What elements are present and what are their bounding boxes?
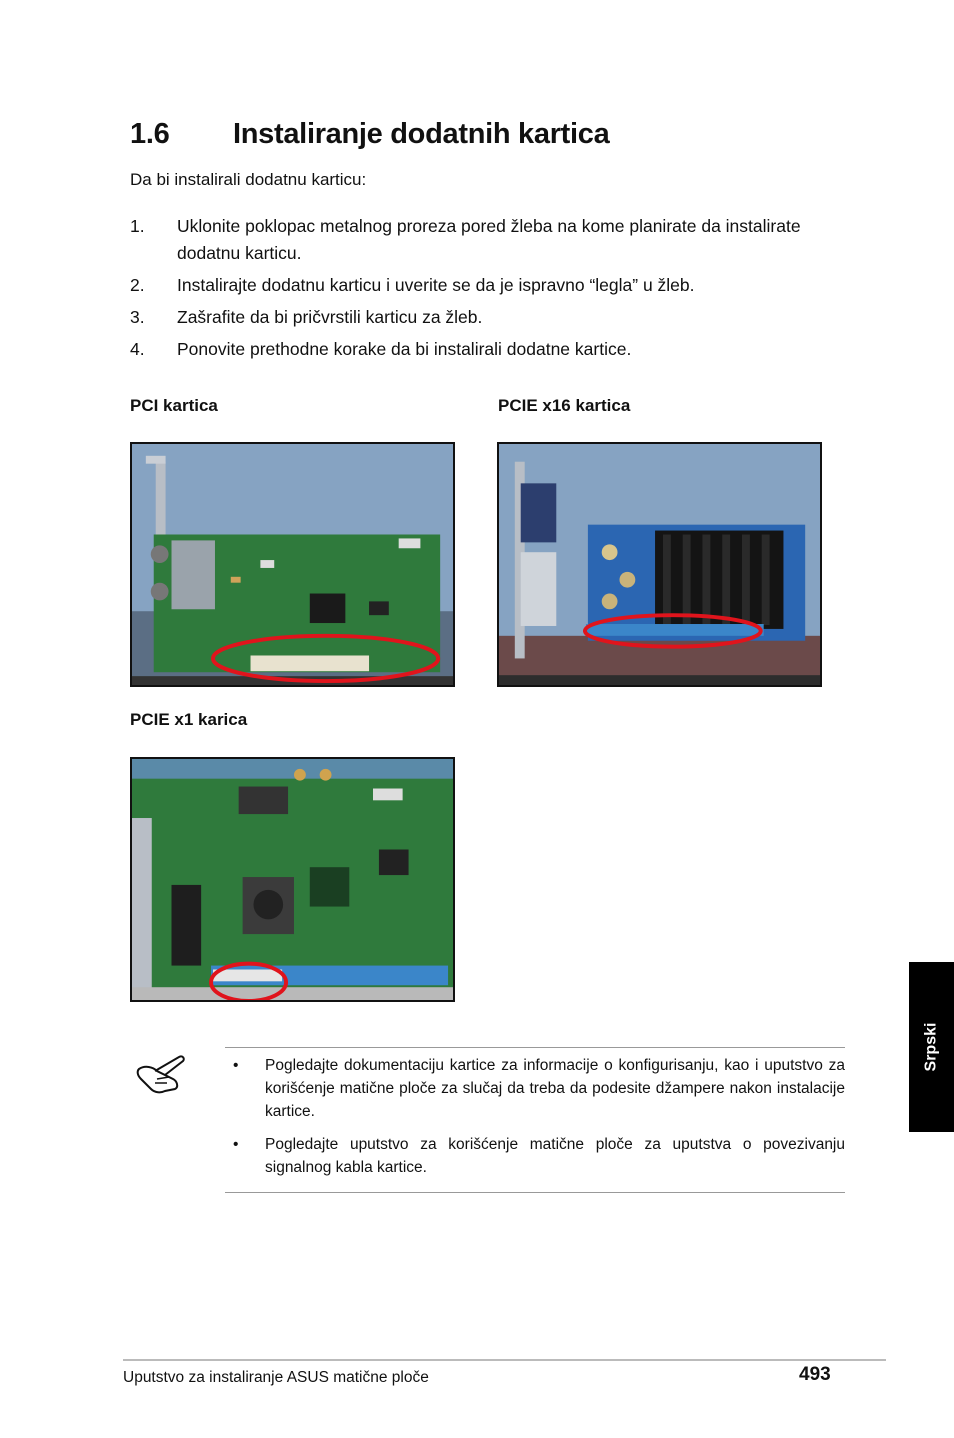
section-title: Instaliranje dodatnih kartica	[233, 118, 610, 150]
note-bullet: •	[233, 1057, 239, 1074]
section-heading	[130, 118, 609, 151]
step-item	[130, 336, 820, 363]
footer-rule	[123, 1359, 886, 1361]
pcie1-card-photo	[130, 757, 455, 1002]
pci-card-photo	[130, 442, 455, 687]
step-text: Instalirajte dodatnu karticu i uverite se da je ispravno “legla” u žleb.	[177, 275, 695, 295]
note-list	[225, 1054, 845, 1189]
section-number: 1.6	[130, 118, 170, 150]
language-side-tab	[909, 962, 954, 1132]
step-text: Uklonite poklopac metalnog proreza pored žleba na kome planirate da instalirate dodatnu karticu.	[177, 216, 801, 263]
note-hand-icon	[135, 1049, 187, 1095]
step-number: 3.	[130, 307, 145, 327]
note-item	[225, 1133, 845, 1179]
pci-caption: PCI kartica	[130, 396, 218, 415]
step-item	[130, 213, 820, 267]
step-item	[130, 272, 820, 299]
steps-list	[130, 213, 820, 368]
note-bottom-rule	[225, 1192, 845, 1193]
intro-text: Da bi instalirali dodatnu karticu:	[130, 170, 367, 189]
note-item	[225, 1054, 845, 1123]
step-number: 4.	[130, 339, 145, 359]
language-label: Srpski	[922, 1022, 940, 1072]
pcie16-caption: PCIE x16 kartica	[498, 396, 631, 415]
note-text: Pogledajte uputstvo za korišćenje matične ploče za uputstva o povezivanju signalnog kabla kartice.	[265, 1136, 845, 1176]
footer-text: Uputstvo za instaliranje ASUS matične ploče	[123, 1369, 429, 1386]
step-text: Zašrafite da bi pričvrstili karticu za žleb.	[177, 307, 483, 327]
step-text: Ponovite prethodne korake da bi instalirali dodatne kartice.	[177, 339, 632, 359]
step-item	[130, 304, 820, 331]
pcie1-caption: PCIE x1 karica	[130, 710, 248, 729]
pcie16-card-photo	[497, 442, 822, 687]
note-top-rule	[225, 1047, 845, 1048]
step-number: 1.	[130, 216, 145, 236]
page-number: 493	[799, 1364, 831, 1385]
note-text: Pogledajte dokumentaciju kartice za informacije o konfigurisanju, kao i uputstvo za korišćenje matične ploče za slučaj da treba da podesite džampere nakon instalacije kartice.	[265, 1057, 845, 1120]
note-bullet: •	[233, 1136, 239, 1153]
step-number: 2.	[130, 275, 145, 295]
